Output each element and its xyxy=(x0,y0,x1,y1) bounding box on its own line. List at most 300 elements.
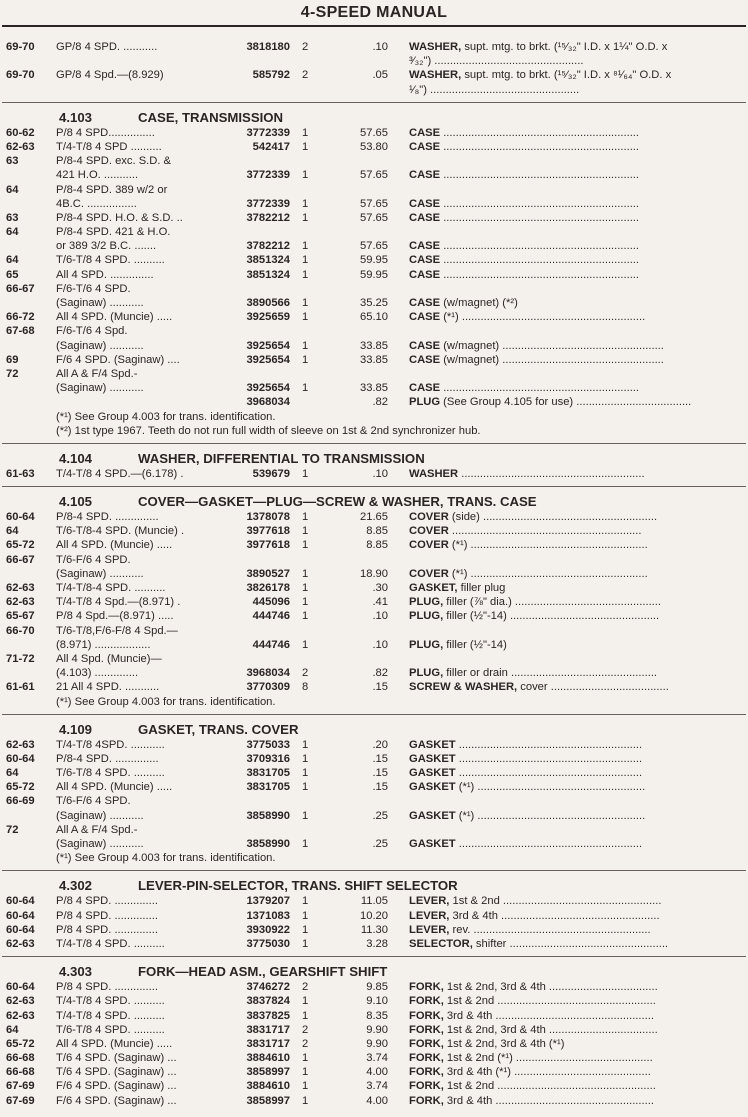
description xyxy=(409,909,739,923)
description xyxy=(409,68,739,82)
description-detail: ........................................................... xyxy=(455,838,643,850)
description xyxy=(409,126,739,140)
application: T/6-F/6 4 SPD. xyxy=(56,795,131,808)
parts-row xyxy=(0,54,748,68)
quantity: 1 xyxy=(302,809,309,822)
parts-row xyxy=(0,524,748,538)
application: P/8 4 SPD............... xyxy=(56,126,155,139)
quantity: 1 xyxy=(302,1009,309,1022)
price: 59.95 xyxy=(360,268,388,281)
page-title: 4-SPEED MANUAL xyxy=(300,4,448,21)
description xyxy=(409,780,739,794)
parts-row xyxy=(0,567,748,581)
description xyxy=(409,140,739,154)
application: P/8 4 SPD. .............. xyxy=(56,895,158,908)
application: T/6-T/8-4 SPD. (Muncie) . xyxy=(56,525,185,538)
description-name: PLUG xyxy=(409,396,441,409)
model-year: 65-72 xyxy=(6,781,35,794)
part-number: 3890527 xyxy=(246,567,290,580)
application: T/6 4 SPD. (Saginaw) ... xyxy=(56,1052,177,1065)
description-detail: filler or drain ............................................... xyxy=(443,667,658,680)
quantity: 1 xyxy=(302,1066,309,1079)
description xyxy=(409,638,739,652)
model-year: 62-63 xyxy=(6,140,35,153)
description-detail: 3rd & 4th ................................................... xyxy=(449,909,660,922)
model-year: 60-64 xyxy=(6,895,35,908)
parts-row xyxy=(0,225,748,239)
application: All 4 SPD. (Muncie) ..... xyxy=(56,539,173,552)
section-header xyxy=(0,450,748,467)
application: T/4-T/8 4 SPD. .......... xyxy=(56,995,165,1008)
part-number: 3925654 xyxy=(246,353,290,366)
description-name: CASE xyxy=(409,297,441,309)
parts-row xyxy=(0,609,748,623)
description-name: FORK, xyxy=(409,981,444,994)
application: P/8 4 SPD. .............. xyxy=(56,923,158,936)
part-number: 1378078 xyxy=(246,511,290,524)
model-year: 69 xyxy=(6,353,19,366)
application: T/6-T/8 4 SPD. .......... xyxy=(56,254,165,267)
description-name: GASKET xyxy=(409,767,456,780)
model-year: 64 xyxy=(6,1023,19,1036)
model-year: 66-72 xyxy=(6,311,35,324)
footnote-row xyxy=(0,410,748,424)
application: (Saginaw) ........... xyxy=(56,339,144,352)
description-detail: 1st & 2nd, 3rd & 4th ................................... xyxy=(443,981,658,994)
description-detail: 1st & 2nd, 3rd & 4th ................................... xyxy=(443,1023,658,1036)
price: 9.90 xyxy=(366,1023,388,1036)
footnote: (*¹) See Group 4.003 for trans. identification. xyxy=(56,410,276,423)
description-name: CASE xyxy=(409,311,441,324)
parts-row xyxy=(0,126,748,140)
quantity: 1 xyxy=(302,596,309,609)
section-divider xyxy=(2,714,746,715)
price: 33.85 xyxy=(360,339,388,352)
group-number: 4.302 xyxy=(59,878,93,894)
quantity: 2 xyxy=(302,1037,309,1050)
description-detail: ............................................................... xyxy=(440,382,640,395)
price: 59.95 xyxy=(360,254,388,267)
description-detail: (w/magnet) .................................................... xyxy=(440,339,664,352)
description xyxy=(409,339,739,353)
parts-row xyxy=(0,794,748,808)
description xyxy=(409,595,739,609)
description-name: FORK, xyxy=(409,1066,444,1079)
description-name: COVER xyxy=(409,567,449,580)
parts-row xyxy=(0,1009,748,1023)
part-number: 445096 xyxy=(252,596,290,609)
part-number: 3858990 xyxy=(246,809,290,822)
part-number: 3831717 xyxy=(246,1037,290,1050)
description-name: PLUG, xyxy=(409,596,444,609)
application: T/4-T/8 4 SPD .......... xyxy=(56,140,162,153)
price: .10 xyxy=(372,610,388,623)
description xyxy=(409,766,739,780)
description-detail: 1st & 2nd ................................................... xyxy=(443,995,656,1008)
application: F/6-T/6 4 Spd. xyxy=(56,325,128,338)
model-year: 61-63 xyxy=(6,467,35,480)
description xyxy=(409,738,739,752)
description-name: GASKET, xyxy=(409,582,458,594)
quantity: 1 xyxy=(302,582,309,594)
description-name: CASE xyxy=(409,339,441,352)
price: .25 xyxy=(372,809,388,822)
model-year: 66-70 xyxy=(6,624,35,637)
quantity: 1 xyxy=(302,838,309,850)
group-title: GASKET, TRANS. COVER xyxy=(138,721,299,737)
description xyxy=(409,54,739,68)
price: .30 xyxy=(372,582,388,594)
description-detail: ............................................................... xyxy=(440,240,640,253)
description-name: COVER xyxy=(409,511,449,524)
part-number: 3884610 xyxy=(246,1052,290,1065)
description-detail: 1st & 2nd (*¹) ............................................ xyxy=(443,1052,653,1065)
parts-row xyxy=(0,83,748,97)
application: T/6-T/8 4 SPD. .......... xyxy=(56,767,165,780)
parts-row xyxy=(0,253,748,267)
model-year: 60-64 xyxy=(6,923,35,936)
description-detail: ............................................................... xyxy=(440,211,640,224)
parts-row xyxy=(0,324,748,338)
description-name: FORK, xyxy=(409,1052,444,1065)
description-name: FORK, xyxy=(409,1023,444,1036)
parts-row xyxy=(0,1079,748,1093)
description xyxy=(409,310,739,324)
quantity: 1 xyxy=(302,511,309,524)
quantity: 1 xyxy=(302,140,309,153)
parts-row xyxy=(0,923,748,937)
section-divider xyxy=(2,102,746,103)
quantity: 1 xyxy=(302,1080,309,1093)
parts-row xyxy=(0,183,748,197)
part-number: 3831705 xyxy=(246,781,290,794)
description xyxy=(409,937,739,951)
quantity: 1 xyxy=(302,525,309,538)
parts-row xyxy=(0,1023,748,1037)
part-number: 539679 xyxy=(252,467,290,480)
parts-row xyxy=(0,467,748,481)
description-name: FORK, xyxy=(409,995,444,1008)
description xyxy=(409,168,739,182)
description-detail: filler plug xyxy=(457,582,506,594)
model-year: 62-63 xyxy=(6,582,35,594)
price: 53.80 xyxy=(360,140,388,153)
part-number: 3709316 xyxy=(246,752,290,765)
quantity: 1 xyxy=(302,610,309,623)
application: P/8 4 Spd.—(8.971) ..... xyxy=(56,610,174,623)
description-detail: (*¹) ...................................................... xyxy=(455,781,646,794)
price: 11.05 xyxy=(360,895,388,908)
description xyxy=(409,666,739,680)
quantity: 1 xyxy=(302,923,309,936)
price: .10 xyxy=(372,467,388,480)
description-detail: supt. mtg. to brkt. (¹⁵⁄₃₂" I.D. x ⁸¹⁄₆₄" O.D. x xyxy=(461,69,672,82)
model-year: 62-63 xyxy=(6,937,35,950)
section-header xyxy=(0,963,748,980)
description-detail: ........................................................... xyxy=(458,467,645,480)
parts-row xyxy=(0,367,748,381)
model-year: 64 xyxy=(6,254,19,267)
description-name: CASE xyxy=(409,382,441,395)
quantity: 2 xyxy=(302,981,309,994)
description xyxy=(409,1065,739,1079)
application: T/4-T/8 4 SPD. .......... xyxy=(56,1009,165,1022)
application: All A & F/4 Spd.- xyxy=(56,367,138,380)
parts-row xyxy=(0,652,748,666)
price: 57.65 xyxy=(360,197,388,210)
model-year: 66-67 xyxy=(6,282,35,295)
application: P/8-4 SPD. .............. xyxy=(56,752,159,765)
quantity: 1 xyxy=(302,738,309,751)
group-title: CASE, TRANSMISSION xyxy=(138,109,284,125)
footnote: (*¹) See Group 4.003 for trans. identification. xyxy=(56,852,276,865)
description-name: COVER xyxy=(409,539,449,552)
part-number: 3977618 xyxy=(246,525,290,538)
description xyxy=(409,467,739,481)
description-detail: ............................................................... xyxy=(440,254,640,267)
model-year: 71-72 xyxy=(6,652,35,665)
model-year: 67-68 xyxy=(6,325,35,338)
application: All 4 SPD. (Muncie) ..... xyxy=(56,1037,173,1050)
price: .15 xyxy=(372,767,388,780)
parts-row xyxy=(0,1051,748,1065)
price: .15 xyxy=(372,781,388,794)
footnote-row xyxy=(0,695,748,709)
price: .15 xyxy=(372,752,388,765)
description xyxy=(409,211,739,225)
application: P/8-4 SPD. exc. S.D. & xyxy=(56,155,172,168)
description-name: GASKET xyxy=(409,838,456,850)
application: (4.103) .............. xyxy=(56,667,139,680)
model-year: 65-67 xyxy=(6,610,35,623)
model-year: 60-64 xyxy=(6,511,35,524)
description-detail: 3rd & 4th (*¹) ............................................ xyxy=(443,1066,651,1079)
price: 33.85 xyxy=(360,353,388,366)
model-year: 64 xyxy=(6,767,19,780)
parts-row xyxy=(0,296,748,310)
description xyxy=(409,1037,739,1051)
description xyxy=(409,253,739,267)
description xyxy=(409,567,739,581)
description-detail: ........................................................... xyxy=(455,738,643,751)
quantity: 1 xyxy=(302,567,309,580)
part-number: 3968034 xyxy=(246,667,290,680)
quantity: 1 xyxy=(302,211,309,224)
price: 57.65 xyxy=(360,169,388,182)
application: All A & F/4 Spd.- xyxy=(56,823,138,836)
model-year: 64 xyxy=(6,525,19,538)
application: GP/8 4 SPD. ........... xyxy=(56,41,158,53)
application: T/4-T/8-4 SPD. .......... xyxy=(56,582,166,594)
part-number: 3968034 xyxy=(246,396,290,409)
application: All 4 SPD. .............. xyxy=(56,268,154,281)
price: 33.85 xyxy=(360,382,388,395)
description-detail: 1st & 2nd, 3rd & 4th (*¹) xyxy=(443,1037,565,1050)
description-name: CASE xyxy=(409,169,441,182)
description-name: SCREW & WASHER, xyxy=(409,681,518,694)
description xyxy=(409,395,739,409)
model-year: 60-64 xyxy=(6,909,35,922)
part-number: 3858997 xyxy=(246,1066,290,1079)
parts-row xyxy=(0,980,748,994)
model-year: 60-62 xyxy=(6,126,35,139)
part-number: 3884610 xyxy=(246,1080,290,1093)
description-detail: shifter ................................................... xyxy=(472,937,669,950)
description-detail: cover ...................................... xyxy=(517,681,669,694)
group-number: 4.103 xyxy=(59,109,93,125)
title-rule xyxy=(2,25,746,27)
description-name: FORK, xyxy=(409,1094,444,1107)
parts-row xyxy=(0,680,748,694)
description xyxy=(409,837,739,851)
quantity: 2 xyxy=(302,41,309,53)
description-detail: ............................................................... xyxy=(440,140,640,153)
parts-row xyxy=(0,510,748,524)
price: .15 xyxy=(372,681,388,694)
description-detail: filler (½"-14) xyxy=(443,638,507,651)
price: 8.85 xyxy=(366,539,388,552)
description-detail: 3rd & 4th ................................................... xyxy=(443,1009,654,1022)
part-number: 542417 xyxy=(252,140,290,153)
price: 8.85 xyxy=(366,525,388,538)
price: .10 xyxy=(372,41,388,53)
price: 8.35 xyxy=(366,1009,388,1022)
description-name: CASE xyxy=(409,211,441,224)
part-number: 444746 xyxy=(252,638,290,651)
description-detail: ............................................................. xyxy=(448,525,642,538)
model-year: 65 xyxy=(6,268,19,281)
description xyxy=(409,197,739,211)
part-number: 3890566 xyxy=(246,297,290,309)
quantity: 1 xyxy=(302,240,309,253)
description-name: CASE xyxy=(409,126,441,139)
part-number: 444746 xyxy=(252,610,290,623)
price: 3.74 xyxy=(366,1052,388,1065)
description-name: CASE xyxy=(409,268,441,281)
model-year: 65-72 xyxy=(6,539,35,552)
model-year: 72 xyxy=(6,823,19,836)
parts-row xyxy=(0,894,748,908)
model-year: 63 xyxy=(6,155,19,168)
group-title: WASHER, DIFFERENTIAL TO TRANSMISSION xyxy=(138,450,425,466)
model-year: 66-67 xyxy=(6,553,35,566)
description-name: CASE xyxy=(409,353,441,366)
description xyxy=(409,524,739,538)
application: All 4 SPD. (Muncie) ..... xyxy=(56,781,173,794)
description xyxy=(409,809,739,823)
price: 21.65 xyxy=(360,511,388,524)
price: 11.30 xyxy=(360,923,388,936)
description xyxy=(409,894,739,908)
price: 18.90 xyxy=(360,567,388,580)
quantity: 1 xyxy=(302,353,309,366)
description-detail: (See Group 4.105 for use) ..................................... xyxy=(440,396,692,409)
description-name: SELECTOR, xyxy=(409,937,473,950)
parts-row xyxy=(0,353,748,367)
description xyxy=(409,1094,739,1108)
part-number: 1371083 xyxy=(246,909,290,922)
description xyxy=(409,239,739,253)
part-number: 3858997 xyxy=(246,1094,290,1107)
application: or 389 3/2 B.C. ....... xyxy=(56,240,157,253)
section-divider xyxy=(2,443,746,444)
application: F/6 4 SPD. (Saginaw) .... xyxy=(56,353,180,366)
description-detail: ³⁄₃₂") ................................................ xyxy=(409,55,584,68)
price: 3.74 xyxy=(366,1080,388,1093)
quantity: 1 xyxy=(302,937,309,950)
quantity: 1 xyxy=(302,254,309,267)
group-number: 4.105 xyxy=(59,494,93,510)
price: 57.65 xyxy=(360,126,388,139)
description-detail: ........................................................... xyxy=(455,752,643,765)
application: F/6-T/6 4 SPD. xyxy=(56,282,131,295)
quantity: 1 xyxy=(302,169,309,182)
quantity: 1 xyxy=(302,895,309,908)
parts-row xyxy=(0,197,748,211)
description-name: CASE xyxy=(409,240,441,253)
price: 35.25 xyxy=(360,297,388,309)
part-number: 3746272 xyxy=(246,981,290,994)
description-name: FORK, xyxy=(409,1037,444,1050)
section-divider xyxy=(2,486,746,487)
part-number: 3826178 xyxy=(246,582,290,594)
part-number: 3837824 xyxy=(246,995,290,1008)
parts-row xyxy=(0,581,748,595)
description xyxy=(409,980,739,994)
part-number: 3977618 xyxy=(246,539,290,552)
application: T/6-F/6 4 SPD. xyxy=(56,553,131,566)
model-year: 62-63 xyxy=(6,596,35,609)
description xyxy=(409,1023,739,1037)
description-detail: rev. ......................................................... xyxy=(449,923,651,936)
model-year: 69-70 xyxy=(6,41,35,53)
quantity: 2 xyxy=(302,69,309,82)
description xyxy=(409,296,739,310)
part-number: 3925654 xyxy=(246,339,290,352)
application: (8.971) .................. xyxy=(56,638,151,651)
model-year: 62-63 xyxy=(6,1009,35,1022)
part-number: 3925654 xyxy=(246,382,290,395)
model-year: 64 xyxy=(6,226,19,239)
application: F/6 4 SPD. (Saginaw) ... xyxy=(56,1094,177,1107)
parts-row xyxy=(0,823,748,837)
application: T/4-T/8 4SPD. ........... xyxy=(56,738,165,751)
description-detail: supt. mtg. to brkt. (¹⁵⁄₃₂" I.D. x 1¼" O.D. x xyxy=(461,41,668,53)
model-year: 72 xyxy=(6,367,19,380)
description-detail: ............................................................... xyxy=(440,268,640,281)
description-detail: ............................................................... xyxy=(440,197,640,210)
parts-row xyxy=(0,339,748,353)
part-number: 585792 xyxy=(252,69,290,82)
application: P/8-4 SPD. H.O. & S.D. .. xyxy=(56,211,183,224)
quantity: 1 xyxy=(302,767,309,780)
model-year: 69-70 xyxy=(6,69,35,82)
part-number: 3851324 xyxy=(246,254,290,267)
quantity: 1 xyxy=(302,311,309,324)
model-year: 66-68 xyxy=(6,1052,35,1065)
description-detail: ........................................................... xyxy=(455,767,643,780)
parts-row xyxy=(0,1094,748,1108)
model-year: 67-69 xyxy=(6,1080,35,1093)
description-name: CASE xyxy=(409,197,441,210)
parts-row xyxy=(0,809,748,823)
application: 421 H.O. ........... xyxy=(56,169,139,182)
application: (Saginaw) ........... xyxy=(56,297,144,309)
part-number: 3831705 xyxy=(246,767,290,780)
parts-row xyxy=(0,395,748,409)
part-number: 3770309 xyxy=(246,681,290,694)
model-year: 65-72 xyxy=(6,1037,35,1050)
